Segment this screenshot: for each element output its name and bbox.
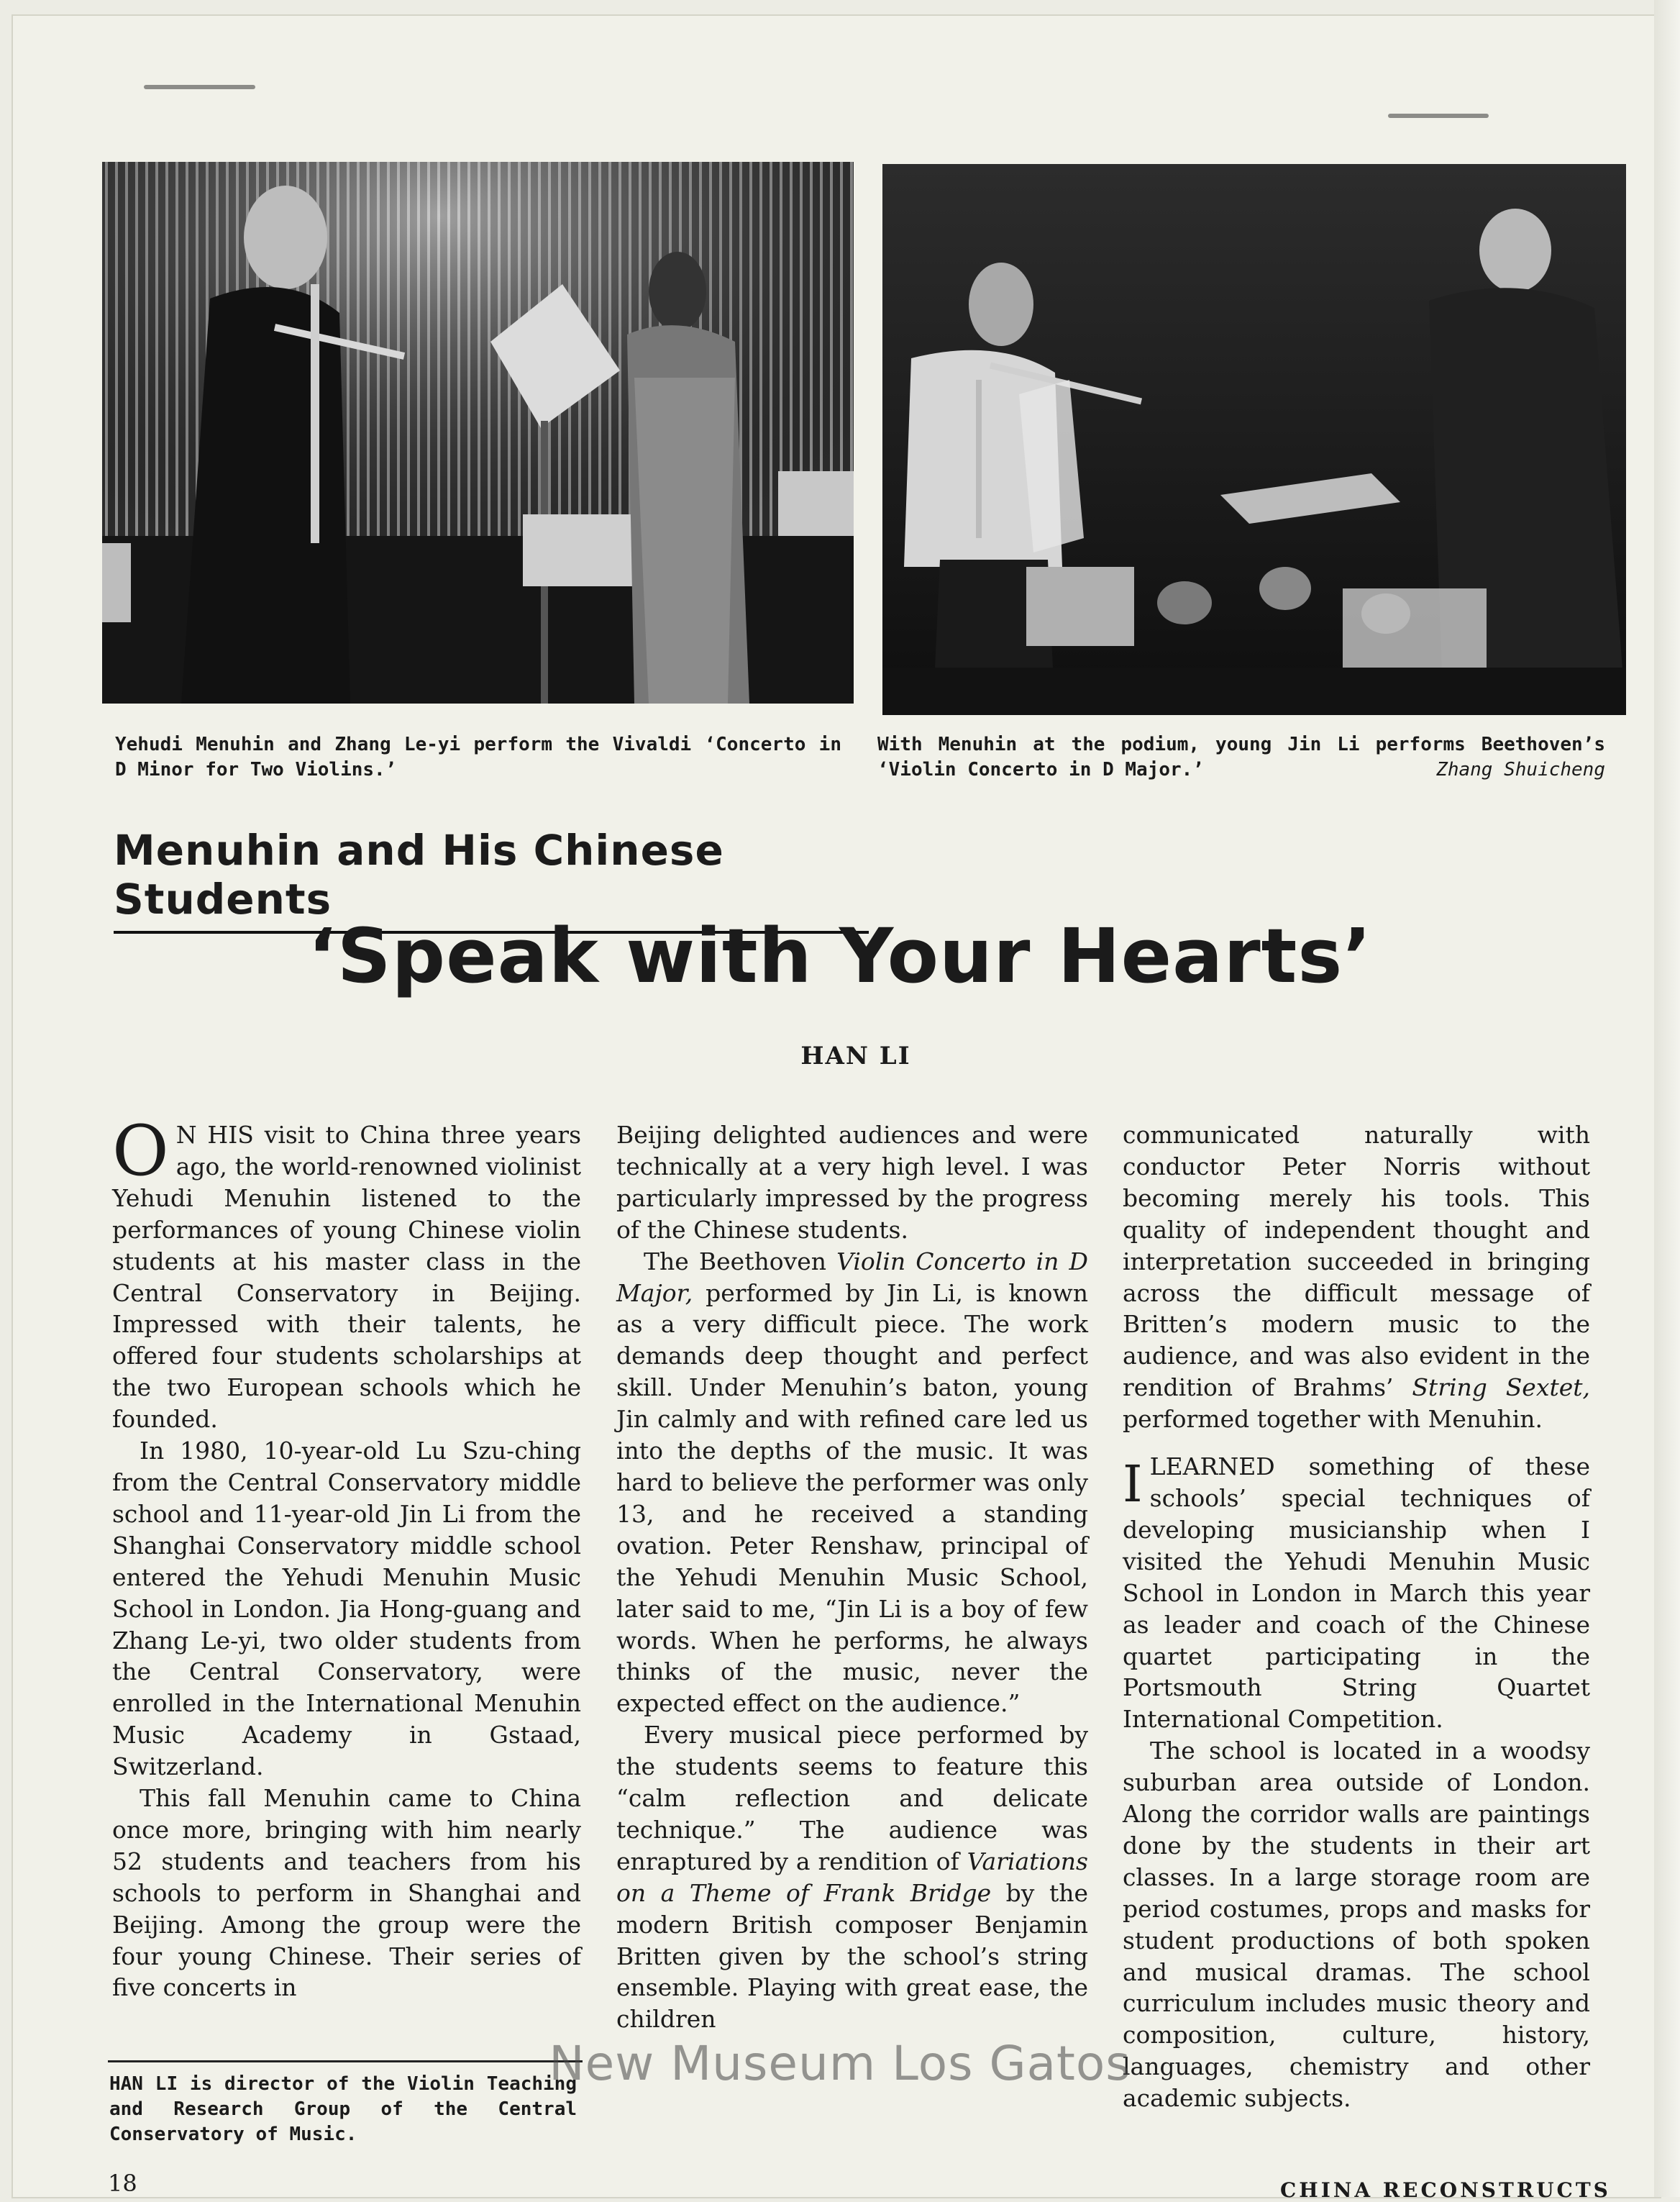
work-title: Variations on a Theme of Frank Bridge [616,1847,1088,1907]
article-column-2 [616,1119,1088,2035]
caption-text: With Menuhin at the podium, young Jin Li performs Beethoven’s ‘Violin Concerto in D Major.’ [877,734,1605,781]
staple-right [1388,114,1489,118]
paragraph-text: LEARNED something of these schools’ special techniques of developing musicianship when I visited the Yehudi Menuhin Music School in London in March this year as leader and coach of the Chinese quartet participating in the Portsmouth String Quartet International Competition. [1123,1452,1590,1734]
paragraph-text: by the modern British composer Benjamin Britten given by the school’s string ensemble. Playing with great ease, the children [616,1878,1088,2034]
article-kicker: Menuhin and His Chinese Students [114,826,869,934]
staple-left [144,85,255,89]
paragraph [112,1111,581,1435]
paragraph: This fall Menuhin came to China once more, bringing with him nearly 52 students and teachers from his schools to perform in Shanghai and Beijing. Among the group were the four young Chinese. Their series of five concerts in [112,1784,581,2002]
page-number: 18 [108,2170,137,2197]
work-title: Violin Concerto in D Major, [616,1247,1088,1307]
work-title: String Sextet, [1412,1373,1590,1402]
paragraph: Beijing delighted audiences and were technically at a very high level. I was particularly impressed by the progress of the Chinese students. [616,1121,1088,1244]
article-byline: HAN LI [800,1042,911,1070]
page-edge [1654,0,1680,2197]
watermark: New Museum Los Gatos [549,2036,1131,2091]
photo-caption-right [877,732,1605,783]
article-column-1 [112,1111,581,2003]
photo-menuhin-zhang [102,162,854,704]
paragraph [616,1719,1088,2035]
paragraph-text: performed by Jin Li, is known as a very difficult piece. The work demands deep thought and perfect skill. Under Menuhin’s baton, young Jin calmly and with refined care led us into the depths of the music. It was hard to believe the performer was only 13, and he received a standing ovation. Peter Renshaw, principal of the Yehudi Menuhin Music School, later said to me, “Jin Li is a boy of few words. When he performs, he always thinks of the music, never the expected effect on the audience.” [616,1278,1088,1718]
paragraph [1123,1119,1590,1435]
author-note: HAN LI is director of the Violin Teaching and Research Group of the Central Conservatory of Music. [109,2073,577,2145]
paragraph-text: N HIS visit to China three years ago, the world-renowned violinist Yehudi Menuhin listened to the performances of young Chinese violin students at his master class in the Central Conservatory in Beijing. Impressed with their talents, he offered four students scholarships at the two European schools which he founded. [112,1121,581,1434]
paragraph: In 1980, 10-year-old Lu Szu-ching from the Central Conservatory middle school and 11-year-old Jin Li from the Shanghai Conservatory middle school entered the Yehudi Menuhin Music School in London. Jia Hong-guang and Zhang Le-yi, two older students from the Central Conservatory, were enrolled in the International Menuhin Music Academy in Gstaad, Switzerland. [112,1437,581,1781]
paragraph [1123,1451,1590,1735]
paragraph-text: performed together with Menuhin. [1123,1405,1543,1434]
paragraph [616,1246,1088,1720]
photo-credit: Zhang Shuicheng [1436,759,1605,781]
article-column-3 [1123,1119,1590,2114]
paragraph-text: communicated naturally with conductor Peter Norris without becoming merely his tools. This quality of independent thought and interpretation succeeded in bringing across the difficult message of Britten’s modern music to the audience, and was also evident in the rendition of Brahms’ [1123,1121,1590,1402]
paragraph-text: The Beethoven [644,1247,837,1275]
photo-menuhin-jinli [882,164,1626,715]
publication-name: CHINA RECONSTRUCTS [1280,2178,1611,2202]
drop-cap: O [112,1111,169,1191]
article-headline: ‘Speak with Your Hearts’ [308,912,1372,1000]
paragraph-text: Every musical piece performed by the students seems to feature this “calm reflection and delicate technique.” The audience was enraptured by a rendition of [616,1721,1088,1875]
paragraph: The school is located in a woodsy suburban area outside of London. Along the corridor walls are paintings done by the students in their art classes. In a large storage room are period costumes, props and masks for student productions of both spoken and musical dramas. The school curriculum includes music theory and composition, culture, history, languages, chemistry and other academic subjects. [1123,1737,1590,2113]
drop-cap: I [1123,1455,1143,1514]
photo-caption-left: Yehudi Menuhin and Zhang Le-yi perform the Vivaldi ‘Concerto in D Minor for Two Violins.’ [115,734,841,781]
